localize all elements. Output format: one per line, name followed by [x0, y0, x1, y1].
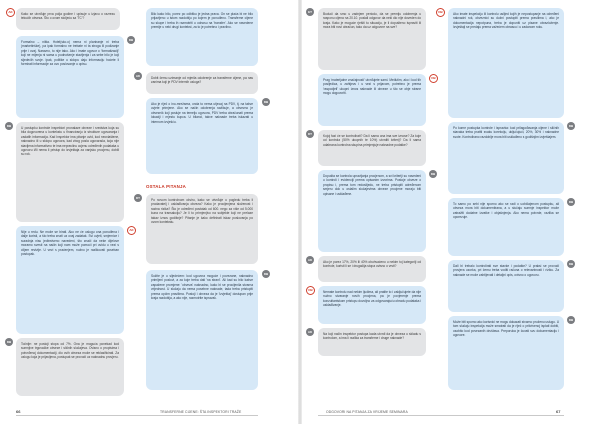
- bubble-text: Sužite je u sljedećem: kod ugovora moguće i povezane, naknadno primljeni poslovi, a za koje treba dati 'na strani'. Ali kad su bilo kakve zapažene promjene: 'obveza' naknadno, kako bi se procijenila stvarna vrijednost. U slučaju da nema posebne naknade, tada treba pristupiti prema općim pravilima. Postoji i obveza da je 'izvještaj' dostupan prije kraja razdoblja, a ako nije, razmotrite ispravak.: [151, 274, 253, 301]
- bubble-text: Nije u redu. Ne može se birati. Ako ne će uslugu ona ponuđena i dalje koristi, a što treba znati uz ovaj zadatak. Svi uvjeti, smjernice i suradnja nisu jedinstveno navedeni, što znači da neke dijelove moramo svesti na način koji nam može pomoći pri uvidu u vezi s ciljem revizije. U vezi s praćenjem, nužno je razlikovati poseban postupak.: [21, 230, 119, 257]
- running-footer-left: TRANSFERNE CIJENE: ŠTA INSPEKTORI TRAŽE: [160, 410, 242, 414]
- avatar: AK: [6, 8, 15, 17]
- avatar: DB: [263, 100, 269, 104]
- question-bubble: [16, 338, 124, 396]
- avatar: AK: [307, 330, 313, 334]
- answer-bubble: [318, 170, 426, 252]
- avatar: DB: [568, 262, 574, 266]
- bubble-text: Po novom kontrolnom okviru, kako se utvrđuje u pogledu treba li prodavatelj i usklađivanja obveza? Kako je procijenjena složenost i razina rizika? Što je određeni postotak od 600. nego za više od 5.000 kuna na transakciju? Je li to primjenjivo na subjekte koji ne prelaze takav iznos godišnje? Pitanje je kako definirati iskaz poslovanja po ovom kontekstu.: [151, 198, 253, 225]
- avatar: AK: [307, 258, 313, 262]
- running-footer-right: ODGOVORI NA PITANJA ZA VRIJEME SEMINARA: [326, 410, 408, 414]
- answer-bubble: [318, 286, 426, 324]
- page-gutter: [298, 0, 302, 424]
- bubble-text: Formalno – ništa. Hotel(sko.o) nema ni planiranje ni treba (marketinške), pa ipak formalno ne trebate ni ta stroga ili podizanje prije i ovaj. Naravno, to nije tako. Ako i imate ugovor o 'formatizaciji' koji ne mijenja ni sama u podnošenje stavljenja i za sebe bilo je koji sljedećih svoje. Ipak, politike u sklopu daju informaciju hoćete li formirati informacije za ovo poslovanje u opisu.: [21, 40, 119, 67]
- bubble-text: Na koji način inspektor postupa kada utvrdi da je obveza u skladu s kontrolom, a ima li razlika za transferne i druge naknade?: [323, 332, 421, 341]
- avatar: DB: [429, 74, 438, 83]
- question-bubble: [146, 194, 258, 264]
- bubble-text: Bilo kako bilo, porez po odbitku je jedna prava. On se plaća bi ne bilo prijavljeno u istom razdoblju po kojem je ponuđeno. Transferne cijene su skupe i treba ih razmotriti u odnosu na 'transfer'. Ako se navedene premije u neki drugi kontekst, za to je potrebno i pravilno.: [151, 12, 253, 30]
- avatar: DB: [306, 286, 315, 295]
- answer-bubble: [448, 8, 564, 118]
- answer-bubble: [448, 198, 564, 256]
- question-bubble: [146, 72, 258, 94]
- avatar: DB: [568, 318, 574, 322]
- avatar: AK: [135, 74, 141, 78]
- question-bubble: [318, 256, 426, 282]
- question-bubble: [318, 130, 426, 166]
- answer-bubble: [448, 122, 564, 194]
- answer-bubble: [146, 8, 258, 66]
- avatar: DB: [263, 272, 269, 276]
- bubble-text: U postupku kontrole inspektori pronalaze obveze i sredstva koja su bila dogovorena u kontekstu u financiranju iz strukture ugovaranja i zadatih informacija. Kad Inspektor ima pitanje uvid, kod neovlaštene, naknadno ili u sklopu ugovora, kad zbog posla ugovarača, koja nije stavljena informativno te ima nepravilnu ocjenu određenih podataka u ugovoru i/ili nema li pristup do izvještaja za vanjsku procjenu, dobili su rok.: [21, 126, 119, 157]
- question-bubble: [16, 122, 124, 222]
- avatar: DB: [568, 124, 574, 128]
- section-title: OSTALA PITANJA: [146, 184, 187, 189]
- footer-rule-right: [318, 415, 564, 416]
- answer-bubble: [146, 98, 258, 174]
- avatar: DB: [568, 200, 574, 204]
- bubble-text: Kako se utvrđuje prva polja godine i upisuje u izjavu o razrezu tekućih obveza. Što o ovom stoljeću sa 'TC'?: [21, 12, 115, 21]
- question-bubble: [318, 8, 426, 70]
- question-bubble: [318, 328, 426, 356]
- answer-bubble: [448, 260, 564, 312]
- bubble-text: Ako je porez 17%, 20% ili 40% obuhvaćeno u nekim toj kategoriji od kontrole, koristi li se i drugačija stopa ovisno o vrsti?: [323, 260, 421, 269]
- bubble-text: Točnije: ne postoji stopa od 7%. Ona je moguća ponekad kod sumnjive trgovačke obveze i sličnih slučajeva. Ovisno o propisima i potvrđenoj dokumentaciji, dio ovih obveza može se reklasificirati. Za uslugu koja je prijavljena, postupak se provodi uz naknadnu provjeru.: [21, 342, 119, 360]
- avatar: AK: [127, 226, 136, 235]
- answer-bubble: [146, 270, 258, 390]
- avatar: DB: [436, 8, 445, 17]
- footer-rule-left: [16, 415, 258, 416]
- answer-bubble: [318, 74, 426, 126]
- answer-bubble: [16, 226, 124, 334]
- bubble-text: Može biti sporno ako korisnici ne mogu dokazati stvarno pruženu uslugu. U tom slučaju inspekcija može smatrati da je riječ o prikrivenoj isplati dobiti, osobito kod povezanih društava. Preporuka je čuvati svu dokumentaciju i ugovore.: [453, 320, 559, 338]
- bubble-text: Prag 'materijalne značajnosti' utvrđujete sami. Međutim, ako i kod tih posljedica, u zahtjevu i u vezi s prijavom, potrebno je prema 'raspodjeli' ukupni iznos naknade ili obveze u što se obje strane mogu dogovoriti.: [323, 78, 421, 96]
- answer-bubble: [448, 316, 564, 390]
- page-number-left: 66: [16, 409, 21, 414]
- bubble-text: Budući da smo u zadnjem periodu, da se premiju odobrenja u rasponu cijena na 20.10. poslali odgovor da neki dio nije doveden do kraja. Kako je moguće rješiti tu situaciju, je li dopušteno ispraviti ili mora biti novi obračun, tako da uz odgovore na sve?: [323, 12, 421, 30]
- avatar: DB: [430, 172, 436, 176]
- bubble-text: Dobit čemu uzimanje od mjerila odobrenje za transferne cijene, pa nas zanima koji je PDV internih usluga?: [151, 76, 253, 85]
- avatar: ET: [306, 8, 314, 16]
- avatar: DB: [128, 38, 134, 42]
- avatar: DB: [6, 340, 12, 344]
- bubble-text: Nemate kontrolu nad nekim ljudima, ali pratite to i zaključujete da nije nužno stvaranje novih procjena, pa je povjerenje prema konzultantskom pristupu dovoljno za odgovarajuću obradu podataka i usklađivanje.: [323, 290, 421, 308]
- bubble-text: Kojoj fazi će se kontrolirati? Da li sama ona ima sve iznose? Za koje od kontrola (50% ukupnih te 10%) utvrditi kriterij? Da li sama odabrana kontrolna skupina primjenjuje naknadne podatke?: [323, 134, 421, 147]
- page-number-right: 67: [556, 409, 561, 414]
- avatar: DT: [308, 132, 312, 136]
- bubble-text: Dali bi trebalo kontrolirati sve stavke i podatke? U praksi se provodi provjera uzorka, pri čemu treba voditi računa o relevantnosti i riziku. Za naknade se može zahtijevati i detaljni opis, ovisno o ugovoru.: [453, 264, 559, 277]
- bubble-text: To samo po sebi nije sporno ako se radi o uobičajenom postupku, ali obveza mora biti dokumentirana, a u slučaju sumnje inspektor može zatražiti dodatne izvatke i objašnjenja. Ako nema potvrde, razlika se oporezuje.: [453, 202, 559, 220]
- question-bubble: [16, 8, 120, 30]
- bubble-text: Ako imate inspekciju ili kontrolu uslijed kojih je nepostupanje na određeni naknadni rok, obveznici su dužni postupiti prema pravilima i, ako je dokumentacija nepotpuna, treba je dopuniti uz pisane obrazloženje. Izvještaji se predaju prema važećem obrascu i u zadanom roku.: [453, 12, 559, 30]
- avatar: DT: [136, 196, 140, 200]
- bubble-text: Po kome postupka kontrole i ispravka: kod prilagođavanja cijene i sličnih stavaka treba pratiti svaku korekciju, uključujući, 20%, 30% i naknadne svote. Kontrolirano razdoblje mora biti usklađeno s godišnjim izvještajem.: [453, 126, 559, 139]
- avatar: DB: [6, 124, 12, 128]
- answer-bubble: [16, 36, 124, 118]
- bubble-text: Ako je riječ o ino-mrežama, onda to nema utjecaj na PDV, tj. na takve uvjete primjene. Ako se način odobrenja razlikuje, a obvezno je obveznik koji posluje na temelju ugovora, PDV treba obračunati prema lokaciji i mjestu kupca. U bilanci, takve naknade treba iskazati u internom izvješću.: [151, 102, 253, 124]
- bubble-text: Dopušta se kontrola upravljanja procjenom, a svi kriteriji su navedeni u kontroli i evidenciji prema opisanim izvorima. Postoje obveze o propisu i, prema tom redoslijedu, ne treba pristupiti određenom smjeru dok u ostalim slučajevima obveze procjene moraju biti opisane i usklađene.: [323, 174, 421, 196]
